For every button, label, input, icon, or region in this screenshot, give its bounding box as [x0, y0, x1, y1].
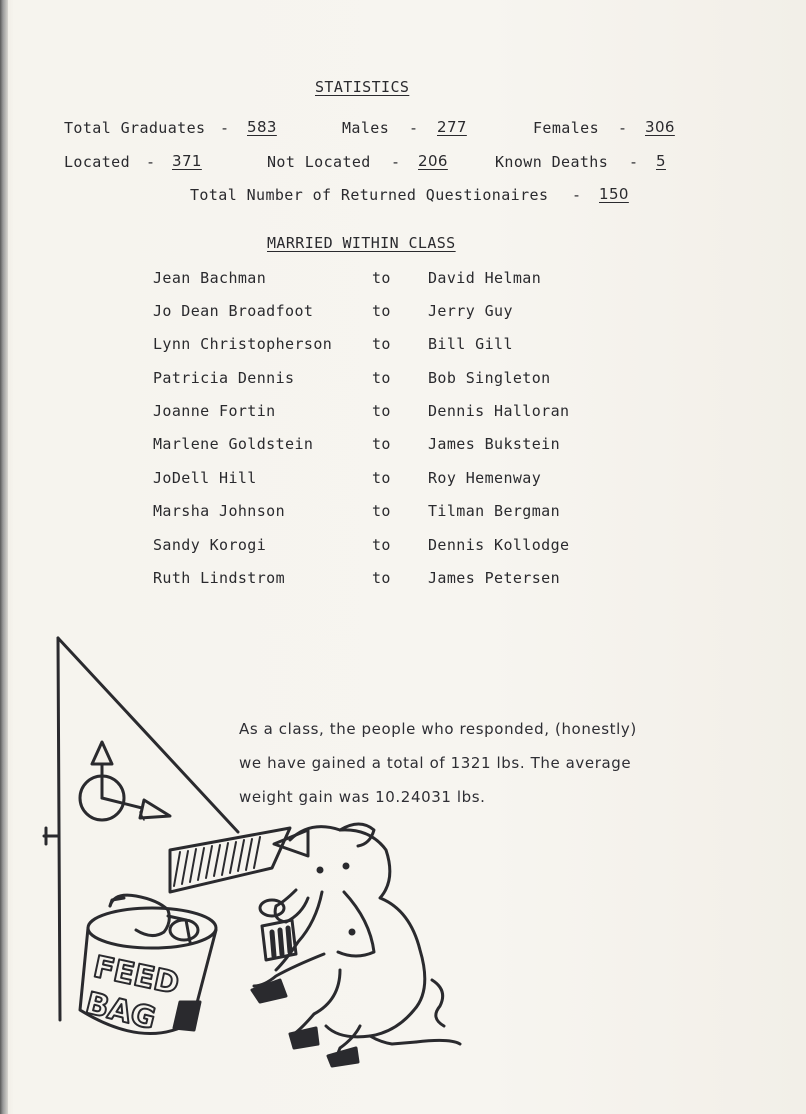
couple-row	[153, 335, 633, 355]
groom-name: Jerry Guy	[428, 302, 513, 320]
bride-name: Ruth Lindstrom	[153, 569, 286, 587]
males-label: Males	[342, 119, 390, 137]
located-label: Located	[64, 153, 131, 171]
connector: to	[372, 335, 391, 353]
connector: to	[372, 369, 391, 387]
females-label: Females	[533, 119, 600, 137]
married-heading: MARRIED WITHIN CLASS	[267, 234, 456, 252]
males-value: 277	[437, 118, 467, 136]
connector: to	[372, 302, 391, 320]
weight-caption-line-3: weight gain was 10.24031 lbs.	[239, 788, 486, 806]
groom-name: James Petersen	[428, 569, 561, 587]
statistics-heading: STATISTICS	[315, 78, 410, 96]
dash: -	[409, 119, 419, 137]
connector: to	[372, 569, 391, 587]
couple-row	[153, 369, 633, 389]
returned-questionnaires-label: Total Number of Returned Questionaires	[190, 186, 549, 204]
groom-name: Tilman Bergman	[428, 502, 561, 520]
females-value: 306	[645, 118, 675, 136]
groom-name: Bill Gill	[428, 335, 513, 353]
weight-caption-line-1: As a class, the people who responded, (honestly)	[239, 720, 637, 738]
weight-caption-line-2: we have gained a total of 1321 lbs. The average	[239, 754, 632, 772]
dash: -	[629, 153, 639, 171]
scale-platform	[170, 828, 290, 892]
couple-row	[153, 402, 633, 422]
groom-name: James Bukstein	[428, 435, 561, 453]
located-value: 371	[172, 152, 202, 170]
groom-name: Dennis Kollodge	[428, 536, 570, 554]
connector: to	[372, 536, 391, 554]
bride-name: Jean Bachman	[153, 269, 267, 287]
binding-edge	[0, 0, 8, 1114]
known-deaths-label: Known Deaths	[495, 153, 609, 171]
dash: -	[146, 153, 156, 171]
total-graduates-value: 583	[247, 118, 277, 136]
bride-name: Sandy Korogi	[153, 536, 267, 554]
couple-row	[153, 269, 633, 289]
bride-name: Joanne Fortin	[153, 402, 276, 420]
not-located-label: Not Located	[267, 153, 371, 171]
not-located-value: 206	[418, 152, 448, 170]
dash: -	[618, 119, 628, 137]
connector: to	[372, 269, 391, 287]
dash: -	[391, 153, 401, 171]
bride-name: Jo Dean Broadfoot	[153, 302, 314, 320]
couple-row	[153, 302, 633, 322]
connector: to	[372, 502, 391, 520]
couple-row	[153, 536, 633, 556]
bride-name: JoDell Hill	[153, 469, 257, 487]
total-graduates-label: Total Graduates	[64, 119, 206, 137]
groom-name: Dennis Halloran	[428, 402, 570, 420]
dash: -	[220, 119, 230, 137]
groom-name: David Helman	[428, 269, 542, 287]
connector: to	[372, 469, 391, 487]
feed-bag-label-2: BAG	[82, 985, 160, 1037]
pig-feed-bag-cartoon	[40, 630, 520, 1070]
connector: to	[372, 435, 391, 453]
feed-bag-label-1: FEED	[90, 949, 183, 1002]
bride-name: Patricia Dennis	[153, 369, 295, 387]
returned-questionnaires-value: 150	[599, 185, 629, 203]
couple-row	[153, 502, 633, 522]
groom-name: Bob Singleton	[428, 369, 551, 387]
bride-name: Marsha Johnson	[153, 502, 286, 520]
bride-name: Marlene Goldstein	[153, 435, 314, 453]
couple-row	[153, 469, 633, 489]
known-deaths-value: 5	[656, 152, 666, 170]
connector: to	[372, 402, 391, 420]
big-pig	[252, 824, 460, 1066]
bride-name: Lynn Christopherson	[153, 335, 333, 353]
dash: -	[572, 186, 582, 204]
groom-name: Roy Hemenway	[428, 469, 542, 487]
couple-row	[153, 569, 633, 589]
couple-row	[153, 435, 633, 455]
